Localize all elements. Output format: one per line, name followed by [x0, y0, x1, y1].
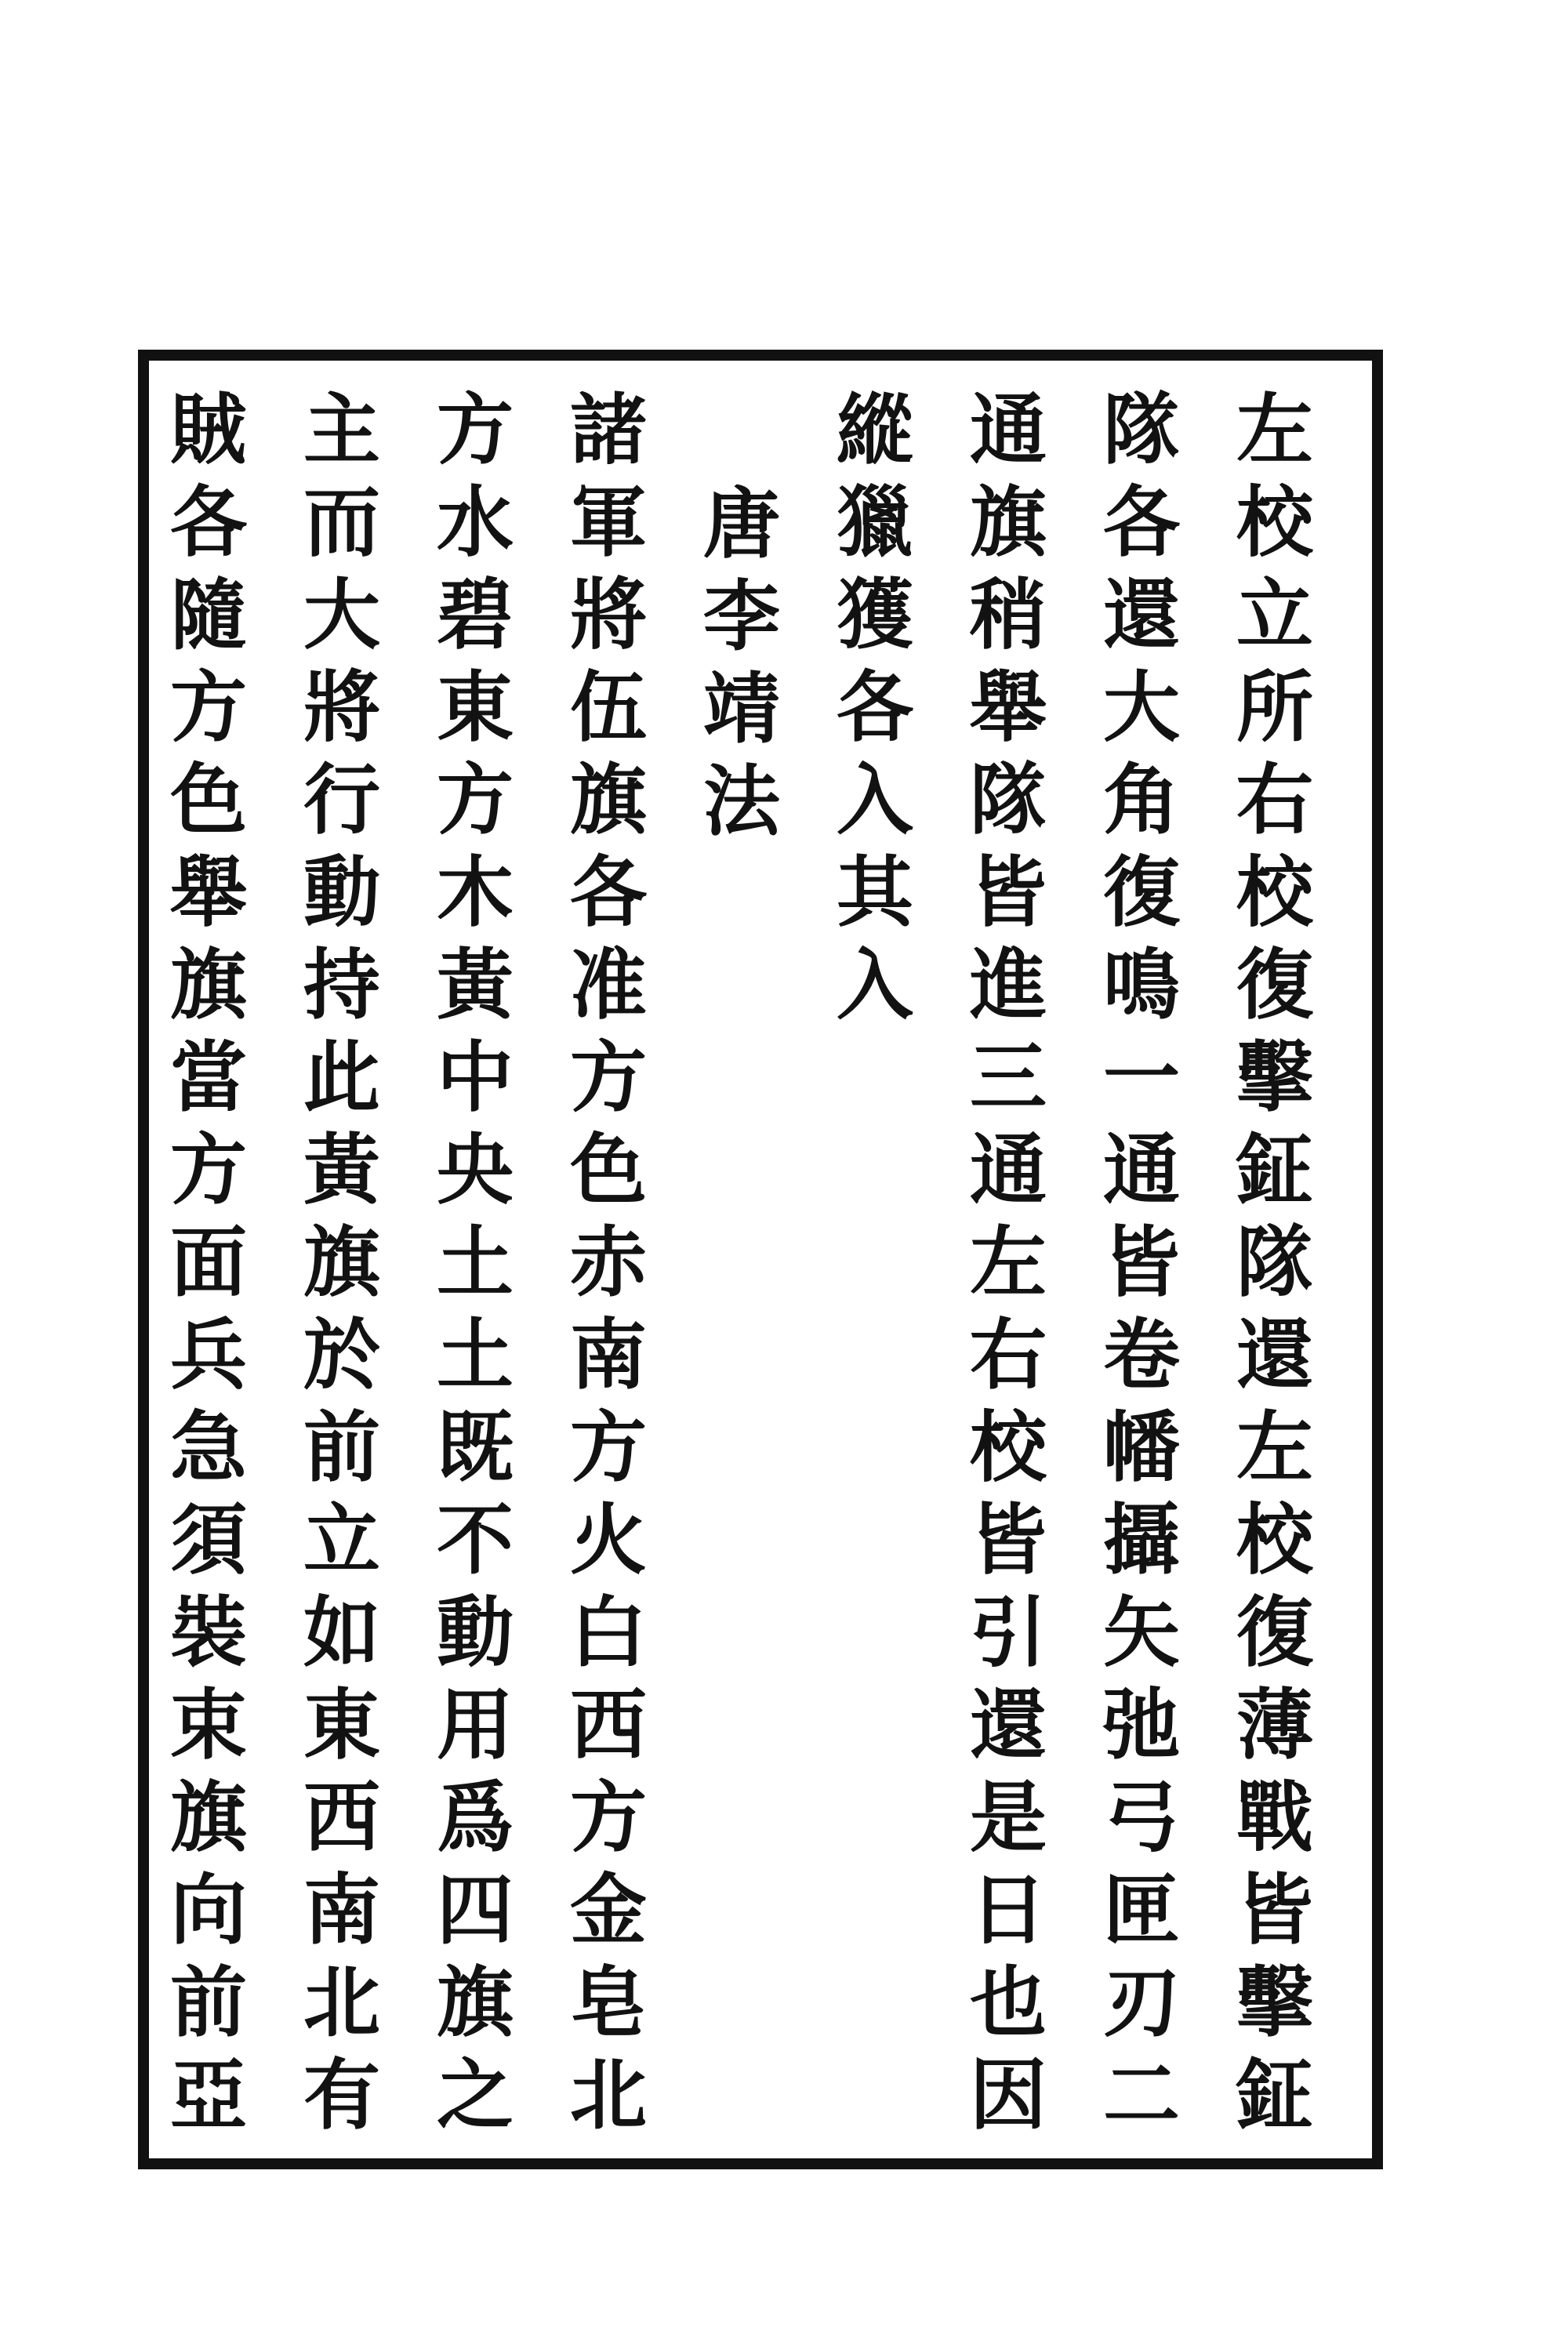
text-glyph: 大 [303, 570, 380, 660]
text-glyph: 木 [436, 848, 514, 938]
text-glyph: 矢 [1102, 1588, 1180, 1678]
text-glyph: 通 [969, 1125, 1047, 1215]
text-glyph: 兵 [169, 1310, 247, 1400]
text-glyph: 幡 [1102, 1403, 1180, 1493]
text-glyph: 而 [303, 477, 380, 568]
text-glyph: 引 [969, 1588, 1047, 1678]
text-glyph: 旗 [169, 1773, 247, 1863]
text-glyph: 戰 [1236, 1773, 1313, 1863]
text-glyph: 方 [569, 1033, 647, 1123]
text-glyph: 土 [436, 1218, 514, 1308]
text-glyph: 黃 [436, 940, 514, 1030]
text-glyph: 靖 [702, 664, 780, 754]
text-column-4 [829, 384, 920, 1032]
text-glyph: 伍 [569, 662, 647, 753]
text-glyph: 有 [303, 2050, 380, 2140]
text-glyph: 通 [1102, 1125, 1180, 1215]
text-glyph: 入 [836, 755, 913, 845]
text-glyph: 用 [436, 1680, 514, 1770]
text-glyph: 如 [303, 1588, 380, 1678]
text-glyph: 前 [169, 1958, 247, 2048]
text-glyph: 央 [436, 1125, 514, 1215]
text-glyph: 須 [169, 1495, 247, 1585]
text-glyph: 亞 [169, 2050, 247, 2140]
text-column-7 [430, 384, 521, 2142]
text-glyph: 舉 [969, 662, 1047, 753]
text-glyph: 皂 [569, 1958, 647, 2048]
text-glyph: 李 [702, 572, 780, 662]
section-heading [696, 478, 787, 848]
text-column-3 [963, 384, 1054, 2142]
text-glyph: 賊 [169, 385, 247, 475]
text-glyph: 方 [169, 1125, 247, 1215]
text-glyph: 西 [569, 1680, 647, 1770]
text-glyph: 當 [169, 1033, 247, 1123]
text-glyph: 舉 [169, 848, 247, 938]
text-glyph: 校 [1236, 477, 1313, 568]
text-glyph: 方 [569, 1403, 647, 1493]
text-glyph: 入 [836, 940, 913, 1030]
text-glyph: 角 [1102, 755, 1180, 845]
text-glyph: 旗 [569, 755, 647, 845]
text-glyph: 方 [436, 385, 514, 475]
text-glyph: 皆 [1102, 1218, 1180, 1308]
text-glyph: 薄 [1236, 1680, 1313, 1770]
text-glyph: 方 [436, 755, 514, 845]
text-glyph: 金 [569, 1865, 647, 1955]
text-glyph: 皆 [969, 1495, 1047, 1585]
text-glyph: 碧 [436, 570, 514, 660]
text-glyph: 三 [969, 1033, 1047, 1123]
text-glyph: 匣 [1102, 1865, 1180, 1955]
text-glyph: 所 [1236, 662, 1313, 753]
text-glyph: 水 [436, 477, 514, 568]
text-glyph: 復 [1102, 848, 1180, 938]
text-glyph: 准 [569, 940, 647, 1030]
text-glyph: 鉦 [1236, 2050, 1313, 2140]
text-glyph: 還 [1102, 570, 1180, 660]
text-glyph: 白 [569, 1588, 647, 1678]
text-glyph: 北 [303, 1958, 380, 2048]
text-glyph: 旗 [169, 940, 247, 1030]
text-glyph: 也 [969, 1958, 1047, 2048]
text-glyph: 攝 [1102, 1495, 1180, 1585]
text-glyph: 立 [303, 1495, 380, 1585]
text-glyph: 色 [569, 1125, 647, 1215]
text-glyph: 將 [569, 570, 647, 660]
text-glyph: 東 [303, 1680, 380, 1770]
text-glyph: 旗 [969, 477, 1047, 568]
text-glyph: 此 [303, 1033, 380, 1123]
text-glyph: 赤 [569, 1218, 647, 1308]
text-glyph: 束 [169, 1680, 247, 1770]
text-glyph: 土 [436, 1310, 514, 1400]
text-glyph: 既 [436, 1403, 514, 1493]
text-glyph: 獵 [836, 477, 913, 568]
text-glyph: 隊 [969, 755, 1047, 845]
text-glyph: 軍 [569, 477, 647, 568]
text-glyph: 左 [1236, 1403, 1313, 1493]
text-glyph: 校 [969, 1403, 1047, 1493]
text-glyph: 還 [969, 1680, 1047, 1770]
text-glyph: 卷 [1102, 1310, 1180, 1400]
text-glyph: 中 [436, 1033, 514, 1123]
text-glyph: 還 [1236, 1310, 1313, 1400]
text-glyph: 其 [836, 848, 913, 938]
text-glyph: 旗 [303, 1218, 380, 1308]
text-glyph: 方 [169, 662, 247, 753]
text-glyph: 復 [1236, 940, 1313, 1030]
text-glyph: 色 [169, 755, 247, 845]
text-glyph: 動 [436, 1588, 514, 1678]
text-glyph: 旗 [436, 1958, 514, 2048]
text-glyph: 各 [1102, 477, 1180, 568]
text-glyph: 隊 [1102, 385, 1180, 475]
text-glyph: 唐 [702, 479, 780, 569]
text-glyph: 縱 [836, 385, 913, 475]
text-glyph: 隨 [169, 570, 247, 660]
text-glyph: 四 [436, 1865, 514, 1955]
text-glyph: 黃 [303, 1125, 380, 1215]
text-glyph: 二 [1102, 2050, 1180, 2140]
text-glyph: 復 [1236, 1588, 1313, 1678]
text-glyph: 擊 [1236, 1958, 1313, 2048]
text-glyph: 皆 [969, 848, 1047, 938]
text-glyph: 大 [1102, 662, 1180, 753]
text-glyph: 動 [303, 848, 380, 938]
text-glyph: 各 [569, 848, 647, 938]
text-glyph: 將 [303, 662, 380, 753]
text-glyph: 弛 [1102, 1680, 1180, 1770]
text-glyph: 右 [969, 1310, 1047, 1400]
text-glyph: 西 [303, 1773, 380, 1863]
text-glyph: 持 [303, 940, 380, 1030]
text-glyph: 立 [1236, 570, 1313, 660]
text-glyph: 皆 [1236, 1865, 1313, 1955]
text-glyph: 右 [1236, 755, 1313, 845]
text-glyph: 急 [169, 1403, 247, 1493]
text-glyph: 東 [436, 662, 514, 753]
text-glyph: 校 [1236, 1495, 1313, 1585]
text-glyph: 行 [303, 755, 380, 845]
text-glyph: 獲 [836, 570, 913, 660]
text-glyph: 左 [1236, 385, 1313, 475]
text-glyph: 日 [969, 1865, 1047, 1955]
text-glyph: 因 [969, 2050, 1047, 2140]
text-glyph: 鳴 [1102, 940, 1180, 1030]
text-glyph: 一 [1102, 1033, 1180, 1123]
text-glyph: 左 [969, 1218, 1047, 1308]
text-glyph: 弓 [1102, 1773, 1180, 1863]
text-glyph: 南 [303, 1865, 380, 1955]
text-glyph: 刃 [1102, 1958, 1180, 2048]
text-glyph: 北 [569, 2050, 647, 2140]
text-glyph: 隊 [1236, 1218, 1313, 1308]
text-glyph: 通 [969, 385, 1047, 475]
text-glyph: 前 [303, 1403, 380, 1493]
text-glyph: 主 [303, 385, 380, 475]
text-glyph: 向 [169, 1865, 247, 1955]
text-glyph: 諸 [569, 385, 647, 475]
text-glyph: 擊 [1236, 1033, 1313, 1123]
text-glyph: 進 [969, 940, 1047, 1030]
text-glyph: 於 [303, 1310, 380, 1400]
text-glyph: 各 [169, 477, 247, 568]
text-glyph: 火 [569, 1495, 647, 1585]
text-glyph: 是 [969, 1773, 1047, 1863]
text-glyph: 不 [436, 1495, 514, 1585]
text-glyph: 之 [436, 2050, 514, 2140]
text-glyph: 校 [1236, 848, 1313, 938]
text-column-2 [1096, 384, 1187, 2142]
text-glyph: 面 [169, 1218, 247, 1308]
text-glyph: 方 [569, 1773, 647, 1863]
text-column-8 [296, 384, 387, 2142]
text-column-1 [1229, 384, 1320, 2142]
text-glyph: 爲 [436, 1773, 514, 1863]
text-glyph: 南 [569, 1310, 647, 1400]
text-column-6 [563, 384, 654, 2142]
text-column-9 [163, 384, 254, 2142]
text-glyph: 裝 [169, 1588, 247, 1678]
text-glyph: 法 [702, 757, 780, 847]
text-glyph: 各 [836, 662, 913, 753]
text-glyph: 稍 [969, 570, 1047, 660]
text-glyph: 鉦 [1236, 1125, 1313, 1215]
